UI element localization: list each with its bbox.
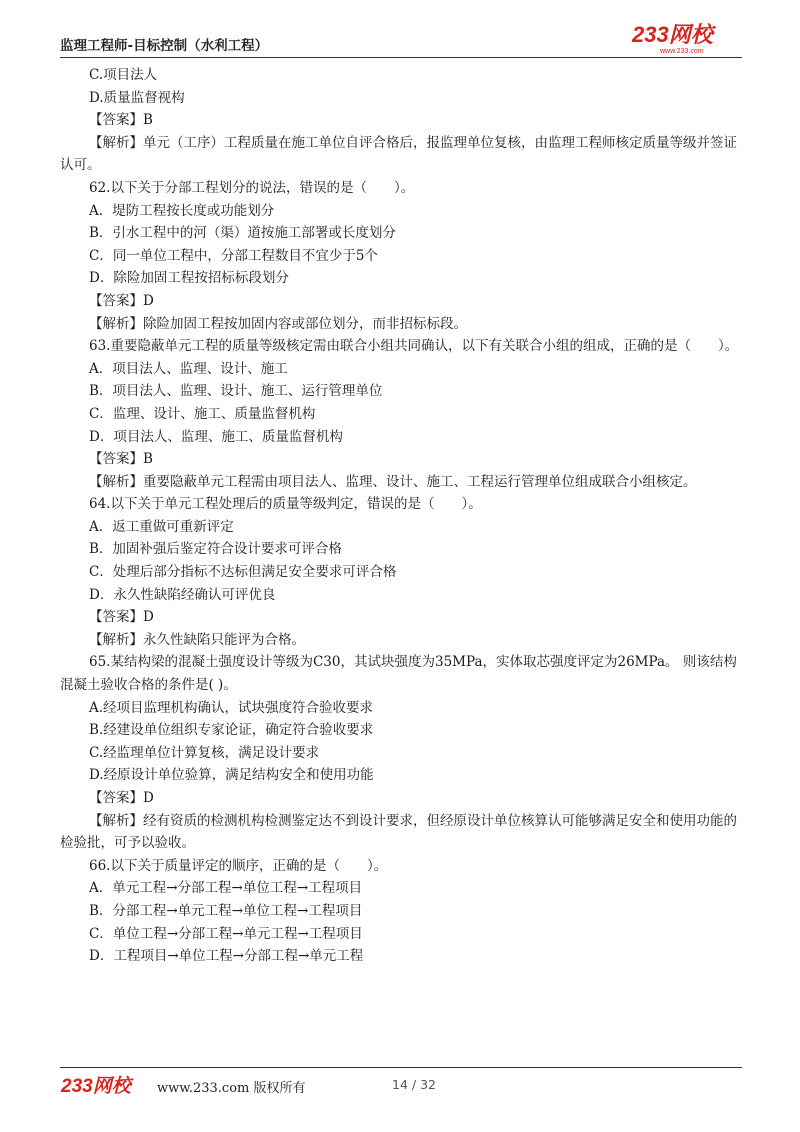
answer-line: 【答案】B xyxy=(89,112,153,129)
analysis-line: 【解析】单元（工序）工程质量在施工单位自评合格后，报监理单位复核，由监理工程师核定质量等级并签证认可。 xyxy=(60,134,737,174)
text-line: D.质量监督视构 xyxy=(89,89,185,106)
answer-line: 【答案】D xyxy=(89,790,154,806)
option-line: D．项目法人、监理、施工、质量监督机构 xyxy=(89,428,343,445)
option-line: D．工程项目→单位工程→分部工程→单元工程 xyxy=(89,948,364,965)
question-line: 63.重要隐蔽单元工程的质量等级核定需由联合小组共同确认，以下有关联合小组的组成，正确的是（ ）。 xyxy=(89,338,739,355)
option-line: A.经项目监理机构确认，试块强度符合验收要求 xyxy=(89,699,374,716)
option-line: B.经建设单位组织专家论证，确定符合验收要求 xyxy=(89,722,374,739)
option-line: B．项目法人、监理、设计、施工、运行管理单位 xyxy=(89,383,383,400)
option-line: B．加固补强后鉴定符合设计要求可评合格 xyxy=(89,541,342,558)
footer-divider xyxy=(60,1067,742,1068)
analysis-line: 【解析】除险加固工程按加固内容或部位划分，而非招标标段。 xyxy=(89,315,467,332)
footer-brand-logo xyxy=(60,1071,142,1099)
analysis-line: 【解析】重要隐蔽单元工程需由项目法人、监理、设计、施工、工程运行管理单位组成联合小组核定。 xyxy=(89,473,697,490)
text-line: C.项目法人 xyxy=(89,67,158,83)
option-line: D.经原设计单位验算，满足结构安全和使用功能 xyxy=(89,767,374,784)
analysis-line: 【解析】永久性缺陷只能评为合格。 xyxy=(89,631,305,648)
logo-text: 233网校 xyxy=(632,22,713,47)
option-line: D．永久性缺陷经确认可评优良 xyxy=(89,586,276,603)
option-line: C.经监理单位计算复核，满足设计要求 xyxy=(89,744,320,761)
option-line: C．处理后部分指标不达标但满足安全要求可评合格 xyxy=(89,564,397,581)
option-line: C．单位工程→分部工程→单元工程→工程项目 xyxy=(89,925,363,942)
option-line: D．除险加固工程按招标标段划分 xyxy=(89,270,289,287)
copyright-text: www.233.com 版权所有 xyxy=(157,1081,306,1096)
document-title: 监理工程师-目标控制（水利工程） xyxy=(60,38,269,54)
option-line: A．堤防工程按长度或功能划分 xyxy=(89,202,275,219)
answer-line: 【答案】D xyxy=(89,609,154,626)
option-line: C．监理、设计、施工、质量监督机构 xyxy=(89,405,316,422)
brand-logo xyxy=(630,20,740,56)
option-line: B．分部工程→单元工程→单位工程→工程项目 xyxy=(89,902,363,919)
option-line: A．项目法人、监理、设计、施工 xyxy=(89,360,288,377)
answer-line: 【答案】D xyxy=(89,292,154,309)
header-divider xyxy=(60,57,742,58)
option-line: C．同一单位工程中，分部工程数目不宜少于5个 xyxy=(89,247,378,264)
option-line: A．单元工程→分部工程→单位工程→工程项目 xyxy=(89,880,363,897)
question-line: 65.某结构梁的混凝土强度设计等级为C30，其试块强度为35MPa，实体取芯强度评定为26MPa。 则该结构混凝土验收合格的条件是( )。 xyxy=(60,654,737,694)
option-line: B．引水工程中的河（渠）道按施工部署或长度划分 xyxy=(89,225,396,242)
question-line: 64.以下关于单元工程处理后的质量等级判定，错误的是（ ）。 xyxy=(89,496,482,513)
option-line: A．返工重做可重新评定 xyxy=(89,518,234,535)
page-header xyxy=(60,20,740,58)
footer-logo-text: 233网校 xyxy=(61,1076,131,1097)
answer-line: 【答案】B xyxy=(89,451,153,468)
document-body xyxy=(60,64,740,968)
question-line: 66.以下关于质量评定的顺序，正确的是（ ）。 xyxy=(89,857,388,874)
analysis-line: 【解析】经有资质的检测机构检测鉴定达不到设计要求，但经原设计单位核算认可能够满足安全和使用功能的检验批，可予以验收。 xyxy=(60,812,737,852)
page-footer xyxy=(60,1071,740,1101)
logo-url: www.233.com xyxy=(660,48,704,55)
question-line: 62.以下关于分部工程划分的说法，错误的是（ ）。 xyxy=(89,179,415,196)
page-number: 14 / 32 xyxy=(392,1077,436,1092)
